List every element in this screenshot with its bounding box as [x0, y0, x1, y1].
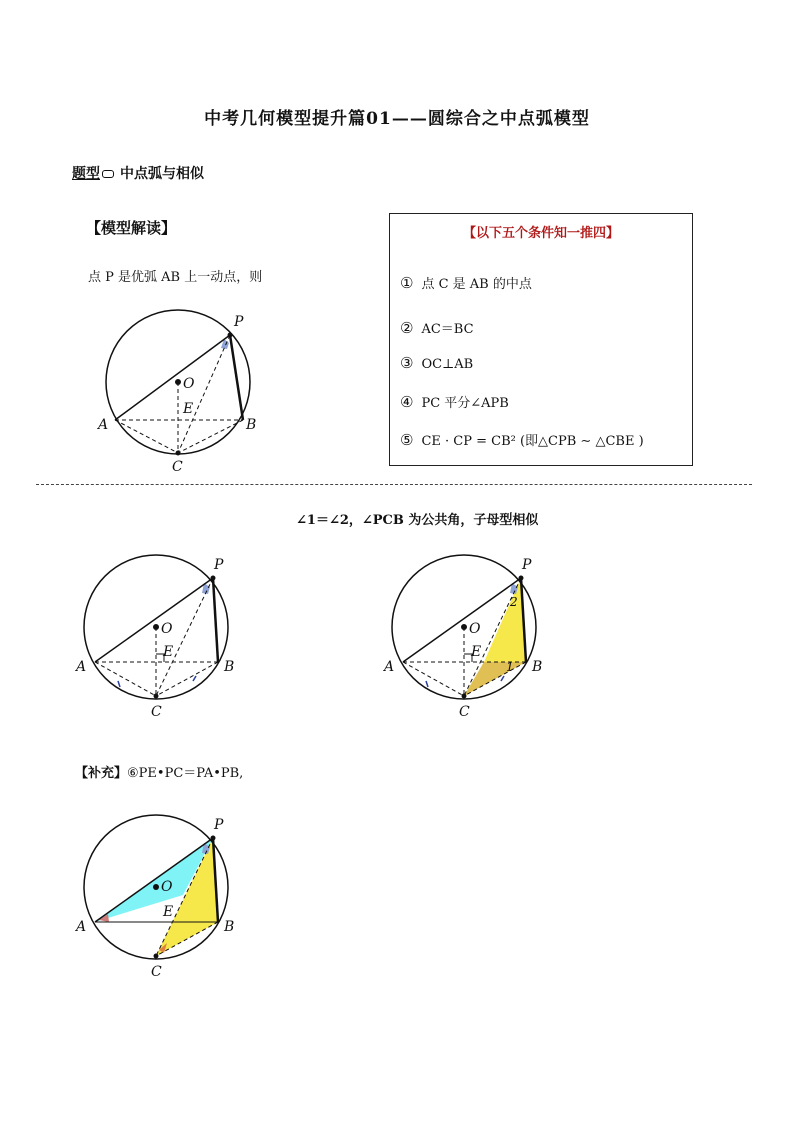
- conditions-title: 【以下五个条件知一推四】: [462, 226, 619, 241]
- figure-perpendicular: [68, 550, 248, 725]
- label-c: C: [172, 459, 183, 475]
- label-angle-2: 2: [510, 595, 518, 609]
- chord-ac: [95, 662, 156, 696]
- label-p: P: [214, 557, 224, 573]
- label-p: P: [234, 314, 244, 330]
- label-b: B: [246, 417, 257, 433]
- label-c: C: [151, 704, 162, 720]
- type-marker-icon: [102, 170, 114, 178]
- point-c: [154, 694, 159, 699]
- condition-item: ① 点 C 是 AB 的中点: [400, 274, 532, 292]
- label-b: B: [224, 919, 235, 935]
- label-o: O: [469, 621, 481, 637]
- supplement-label: 【补充】: [75, 766, 128, 781]
- question-type-label: [72, 163, 204, 183]
- chord-ac: [115, 420, 178, 453]
- label-e: E: [183, 401, 194, 417]
- point-p: [228, 333, 233, 338]
- figure-supplement: [68, 810, 248, 985]
- chord-ap: [115, 335, 230, 420]
- label-a: A: [76, 919, 87, 935]
- label-e: E: [163, 904, 174, 920]
- similarity-note: ∠1＝∠2，∠PCB 为公共角，子母型相似: [296, 513, 539, 528]
- conditions-box: [389, 213, 693, 466]
- label-c: C: [459, 704, 470, 720]
- center-point: [175, 379, 181, 385]
- label-e: E: [471, 644, 482, 660]
- condition-item: ③ OC⊥AB: [400, 354, 474, 372]
- label-a: A: [384, 659, 395, 675]
- model-section-heading: 【模型解读】: [86, 219, 177, 237]
- supplement-line: [75, 762, 243, 781]
- label-b: B: [532, 659, 543, 675]
- tick-mark: [501, 676, 504, 681]
- label-angle-1: 1: [506, 660, 514, 674]
- label-b: B: [224, 659, 235, 675]
- figure-basic-model: [90, 305, 270, 475]
- center-point: [461, 624, 467, 630]
- label-o: O: [183, 376, 195, 392]
- point-c: [176, 451, 181, 456]
- type-name: 中点弧与相似: [120, 166, 204, 182]
- condition-item: ⑤ CE · CP = CB² (即△CPB ∼ △CBE ): [400, 431, 644, 449]
- condition-item: ④ PC 平分∠APB: [400, 393, 509, 411]
- label-o: O: [161, 621, 173, 637]
- center-point: [153, 624, 159, 630]
- type-tag: 题型: [72, 166, 100, 182]
- center-point: [153, 884, 159, 890]
- chord-bc: [178, 420, 243, 453]
- condition-item: ② AC＝BC: [400, 319, 474, 337]
- chord-pc: [156, 578, 213, 696]
- tick-mark: [193, 676, 196, 681]
- label-c: C: [151, 964, 162, 980]
- point-p: [211, 836, 216, 841]
- tick-mark: [426, 681, 428, 687]
- point-p: [211, 576, 216, 581]
- triangle-cpb-fill: [484, 578, 526, 662]
- point-c: [154, 954, 159, 959]
- chord-pb: [213, 578, 218, 662]
- tick-mark: [118, 681, 120, 687]
- chord-bc: [156, 662, 218, 696]
- section-divider: [36, 484, 752, 485]
- point-c: [462, 694, 467, 699]
- label-e: E: [163, 644, 174, 660]
- label-o: O: [161, 879, 173, 895]
- supplement-text: ⑥PE•PC＝PA•PB,: [127, 766, 244, 781]
- chord-pc: [178, 335, 230, 453]
- chord-ac: [403, 662, 464, 696]
- point-p: [519, 576, 524, 581]
- chord-ap: [95, 578, 213, 662]
- model-premise: 点 P 是优弧 AB 上一动点，则: [88, 270, 263, 285]
- figure-similar-triangles: [376, 550, 556, 725]
- label-p: P: [214, 817, 224, 833]
- label-a: A: [98, 417, 109, 433]
- page-title: 中考几何模型提升篇01——圆综合之中点弧模型: [204, 109, 590, 129]
- label-a: A: [76, 659, 87, 675]
- label-p: P: [522, 557, 532, 573]
